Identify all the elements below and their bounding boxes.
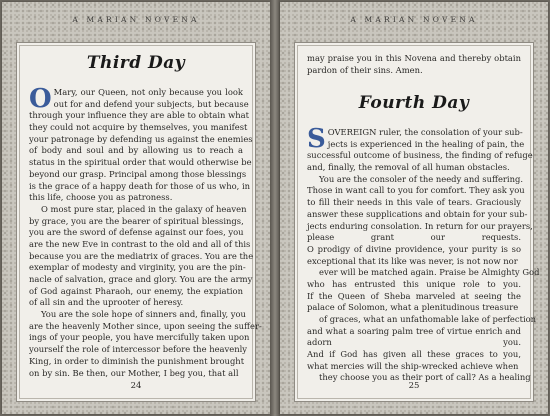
text-line: and, finally, the removal of all human obstacles.	[307, 162, 510, 173]
text-line: what mercies will the ship-wrecked achieve when	[307, 360, 519, 371]
day-title-fourth: Fourth Day	[358, 93, 470, 113]
text-line: Mary, our Queen, not only because you look	[53, 87, 243, 97]
book-gutter	[270, 0, 280, 416]
text-line: by grace, you are the bearer of spiritual blessings,	[29, 215, 244, 226]
text-line: to fill their needs in this vale of tears. Graciously	[307, 197, 521, 208]
text-line: You are the sole hope of sinners and, finally, you	[41, 309, 246, 320]
text-line: pardon of their sins. Amen.	[307, 64, 423, 75]
left-text-panel	[16, 42, 262, 402]
text-line: palace of Solomon, what a plenitudinous treasure	[307, 302, 519, 313]
text-line: who has entrusted this unique role to you.	[307, 278, 521, 289]
text-line: of all sin and the uprooter of heresy.	[29, 297, 184, 308]
text-line: through your influence they are able to obtain what	[29, 110, 250, 121]
text-line: O prodigy of divine providence, your purity is so	[307, 243, 521, 254]
text-line: yourself the role of intercessor before the heavenly	[29, 344, 248, 355]
text-line: successful outcome of business, the finding of refuge	[307, 150, 533, 161]
page-number-left: 24	[130, 381, 142, 391]
text-line: your patronage by defending us against the enemies	[29, 133, 253, 144]
text-line: this life, choose you as patroness.	[29, 192, 173, 203]
text-line: King, in order to diminish the punishment brought	[29, 355, 245, 366]
text-line: Those in want call to you for comfort. They ask you	[307, 185, 525, 196]
right-text-panel	[294, 42, 540, 402]
left-body-text	[29, 84, 262, 379]
text-line: are the new Eve in contrast to the old and all of this	[29, 238, 251, 249]
day-title-third: Third Day	[86, 53, 186, 73]
text-line: ings of your people, you have mercifully taken upon	[29, 332, 250, 343]
text-line: they choose you as their port of call? As a healing	[319, 372, 531, 383]
small-caps-word: OVEREIGN	[327, 127, 377, 137]
text-line: they could not acquire by themselves, you manifest	[29, 122, 248, 133]
text-line: jects is experienced in the healing of pain, the	[327, 138, 525, 149]
running-head-right: A MARIAN NOVENA	[350, 15, 478, 24]
text-line: of body and soul and by allowing us to reach a	[29, 145, 243, 156]
text-line: out for and defend your subjects, but because	[53, 98, 249, 109]
text-line: answer these supplications and obtain for your sub-	[307, 208, 528, 219]
text-line: because you are the mediatrix of graces. You are the	[29, 250, 254, 261]
text-line: on by sin. Be then, our Mother, I beg you, that all	[29, 367, 239, 378]
running-head-left: A MARIAN NOVENA	[72, 15, 200, 24]
text-line: beyond our grasp. Principal among those blessings	[29, 168, 247, 179]
text-line: nacle of salvation, grace and glory. You are the army	[29, 274, 253, 284]
text-line: you are the sword of defense against our foes, you	[29, 227, 244, 238]
dropcap-o: O	[29, 84, 52, 114]
text-line: are the heavenly Mother since, upon seeing the suffer-	[29, 320, 262, 331]
text-line: please grant our requests.	[307, 232, 521, 243]
text-line: O most pure star, placed in the galaxy of heaven	[41, 203, 247, 214]
text-line: of God against Pharaoh, our enemy, the expiation	[29, 285, 243, 296]
text-line: status in the spiritual order that would otherwise be	[29, 157, 252, 168]
text-line: is the grace of a happy death for those of us who, in	[29, 180, 251, 191]
right-page	[280, 2, 548, 414]
text-line: exemplar of modesty and virginity, you are the pin-	[29, 262, 246, 273]
text-line: adorn you.	[307, 337, 521, 348]
dropcap-s: S	[307, 124, 326, 154]
right-body-text	[307, 124, 540, 384]
text-line: may praise you in this Novena and thereby obtain	[307, 53, 521, 63]
page-number-right: 25	[408, 381, 420, 391]
text-line: ever will be matched again. Praise be Almighty God	[319, 267, 540, 278]
right-continued-text	[307, 53, 521, 76]
text-line: You are the consoler of the needy and suffering.	[319, 173, 524, 184]
text-line: of graces, what an unfathomable lake of perfection	[319, 314, 537, 324]
text-line: and what a soaring palm tree of virtue enrich and	[307, 325, 521, 336]
text-line: OVEREIGN ruler, the consolation of your sub-	[327, 127, 523, 137]
text-line: And if God has given all these graces to you,	[307, 349, 521, 360]
text-line: exceptional that its like was never, is not now nor	[307, 255, 518, 266]
left-page	[2, 2, 270, 414]
text-line: If the Queen of Sheba marveled at seeing the	[307, 290, 521, 301]
text-line: jects enduring consolation. In return for our prayers,	[307, 220, 533, 231]
